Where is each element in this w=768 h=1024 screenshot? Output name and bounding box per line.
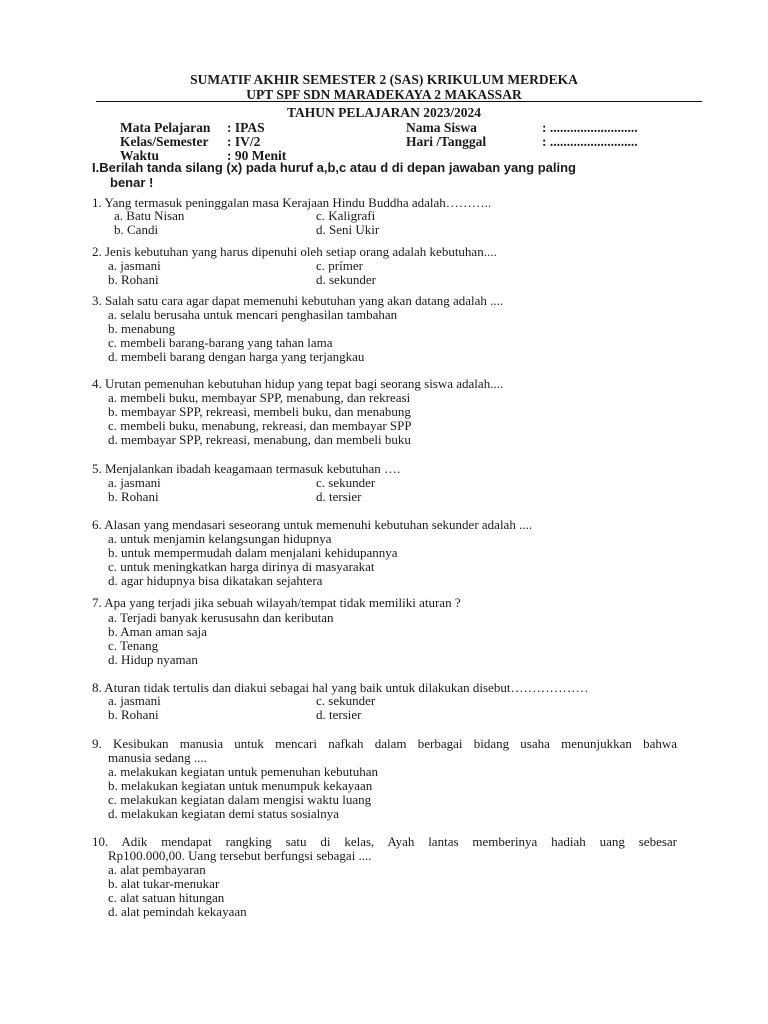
time-value: : 90 Menit (227, 148, 287, 163)
question-10-option-c: c. alat satuan hitungan (108, 890, 225, 905)
question-5-option-a: a. jasmani (108, 475, 161, 490)
question-8-option-d: d. tersier (316, 707, 362, 722)
question-3: 3. Salah satu cara agar dapat memenuhi kebutuhan yang akan datang adalah .... (92, 293, 504, 308)
question-6-option-a: a. untuk menjamin kelangsungan hidupnya (108, 531, 332, 546)
time-label: Waktu (120, 148, 160, 163)
question-1-option-b: b. Candi (114, 222, 159, 237)
question-4: 4. Urutan pemenuhan kebutuhan hidup yang tepat bagi seorang siswa adalah.... (92, 376, 504, 391)
question-9-option-c: c. melakukan kegiatan dalam mengisi waktu luang (108, 792, 372, 807)
question-4-option-b: b. membayar SPP, rekreasi, membeli buku, dan menabung (108, 404, 411, 419)
question-6-option-b: b. untuk mempermudah dalam menjalani kehidupannya (108, 545, 398, 560)
question-8-option-c: c. sekunder (316, 693, 376, 708)
exam-title: SUMATIF AKHIR SEMESTER 2 (SAS) KRIKULUM MERDEKA (190, 72, 578, 87)
subject-value: : IPAS (227, 120, 265, 135)
question-3-option-c: c. membeli barang-barang yang tahan lama (108, 335, 333, 350)
subject-label: Mata Pelajaran (120, 120, 211, 135)
question-2: 2. Jenis kebutuhan yang harus dipenuhi oleh setiap orang adalah kebutuhan.... (92, 244, 497, 259)
question-2-option-c: c. prímer (316, 258, 363, 273)
date-field: : .......................... (542, 134, 638, 149)
class-label: Kelas/Semester (120, 134, 209, 149)
question-1-option-c: c. Kaligrafi (316, 208, 376, 223)
question-6-option-d: d. agar hidupnya bisa dikatakan sejahtera (108, 573, 323, 588)
student-name-field: : .......................... (542, 120, 638, 135)
question-8-option-b: b. Rohani (108, 707, 159, 722)
question-10: 10. Adik mendapat rangking satu di kelas, Ayah lantas memberinya hadiah uang sebesar (92, 834, 677, 849)
question-4-option-c: c. membeli buku, menabung, rekreasi, dan membayar SPP (108, 418, 412, 433)
question-3-option-d: d. membeli barang dengan harga yang terjangkau (108, 349, 365, 364)
question-9-option-a: a. melakukan kegiatan untuk pemenuhan kebutuhan (108, 764, 379, 779)
question-1: 1. Yang termasuk peninggalan masa Kerajaan Hindu Buddha adalah……….. (92, 195, 492, 210)
school-name: UPT SPF SDN MARADEKAYA 2 MAKASSAR (246, 87, 522, 102)
question-2-option-a: a. jasmani (108, 258, 161, 273)
header-divider (96, 101, 702, 102)
question-1-option-a: a. Batu Nisan (114, 208, 185, 223)
question-7-option-b: b. Aman aman saja (108, 624, 207, 639)
question-6-option-c: c. untuk meningkatkan harga dirinya di masyarakat (108, 559, 375, 574)
question-8: 8. Aturan tidak tertulis dan diakui sebagai hal yang baik untuk dilakukan disebut……………… (92, 680, 589, 695)
question-7-option-c: c. Tenang (108, 638, 159, 653)
question-7: 7. Apa yang terjadi jika sebuah wilayah/tempat tidak memiliki aturan ? (92, 595, 461, 610)
question-8-option-a: a. jasmani (108, 693, 161, 708)
question-9-option-b: b. melakukan kegiatan untuk menumpuk kekayaan (108, 778, 373, 793)
question-5: 5. Menjalankan ibadah keagamaan termasuk kebutuhan …. (92, 461, 401, 476)
question-4-option-a: a. membeli buku, membayar SPP, menabung, dan rekreasi (108, 390, 411, 405)
instructions (92, 160, 677, 190)
question-5-option-c: c. sekunder (316, 475, 376, 490)
question-9-continued: manusia sedang .... (108, 750, 207, 765)
instructions-line-1: I.Berilah tanda silang (x) pada huruf a,b,c atau d di depan jawaban yang paling (92, 160, 576, 175)
class-value: : IV/2 (227, 134, 261, 149)
question-10-option-b: b. alat tukar-menukar (108, 876, 220, 891)
question-2-option-d: d. sekunder (316, 272, 376, 287)
question-5-option-d: d. tersier (316, 489, 362, 504)
question-10-option-d: d. alat pemindah kekayaan (108, 904, 247, 919)
question-1-option-d: d. Seni Ukir (316, 222, 380, 237)
question-7-option-d: d. Hidup nyaman (108, 652, 198, 667)
question-3-option-a: a. selalu berusaha untuk mencari penghasilan tambahan (108, 307, 398, 322)
question-6: 6. Alasan yang mendasari seseorang untuk memenuhi kebutuhan sekunder adalah .... (92, 517, 533, 532)
question-10-continued: Rp100.000,00. Uang tersebut berfungsi sebagai .... (108, 848, 372, 863)
question-3-option-b: b. menabung (108, 321, 176, 336)
question-4-option-d: d. membayar SPP, rekreasi, menabung, dan membeli buku (108, 432, 411, 447)
question-5-option-b: b. Rohani (108, 489, 159, 504)
question-10-option-a: a. alat pembayaran (108, 862, 206, 877)
academic-year: TAHUN PELAJARAN 2023/2024 (286, 105, 481, 120)
student-name-label: Nama Siswa (406, 120, 477, 135)
question-9-option-d: d. melakukan kegiatan demi status sosialnya (108, 806, 340, 821)
question-7-option-a: a. Terjadi banyak kerususahn dan keributan (108, 610, 334, 625)
question-9: 9. Kesibukan manusia untuk mencari nafkah dalam berbagai bidang usaha menunjukkan bahwa (92, 736, 677, 751)
instructions-line-2: benar ! (110, 175, 154, 190)
date-label: Hari /Tanggal (406, 134, 487, 149)
question-2-option-b: b. Rohani (108, 272, 159, 287)
